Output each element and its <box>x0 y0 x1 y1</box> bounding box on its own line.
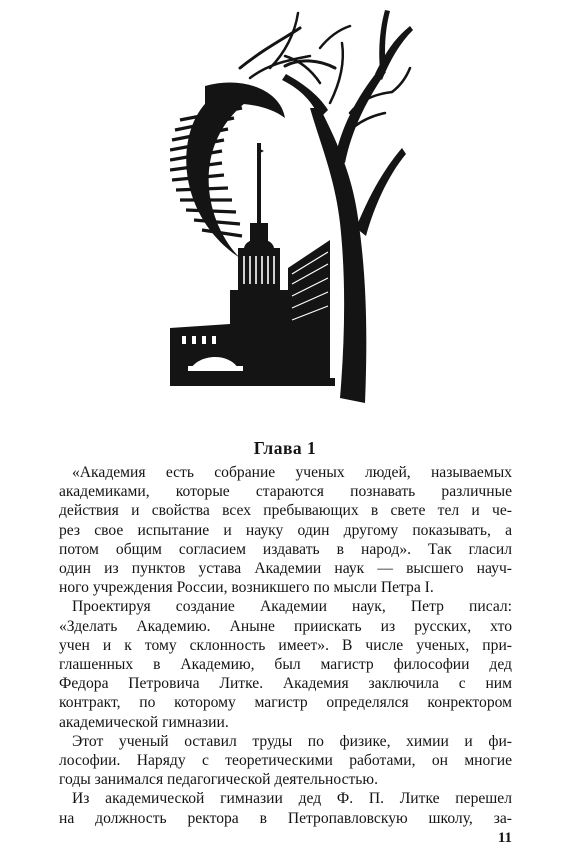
text-line: академиками, которые стараются познавать различные <box>59 483 512 501</box>
text-line: контракт, по которому магистр определялся конректором <box>59 694 512 712</box>
text-line: Из академической гимназии дед Ф. П. Литке перешел <box>72 790 512 808</box>
text-line: «Академия есть собрание ученых людей, называемых <box>72 464 512 481</box>
text-line: «Зделать Академию. Аныне приискать из русских, хто <box>59 617 512 635</box>
page-number: 11 <box>497 830 512 846</box>
text-line: глашенных в Академию, был магистр философии дед <box>59 656 512 674</box>
text-line: Этот ученый оставил труды по физике, химии и фи- <box>72 732 512 750</box>
text-line: действия и свойства всех пребывающих в свете тел и че- <box>59 502 512 520</box>
text-line: лософии. Наряду с теоретическими работами, он многие <box>59 752 512 770</box>
text-line: академической гимназии. <box>59 713 229 731</box>
text-line: потом общим согласием издавать в народ». Так гласил <box>59 540 512 558</box>
text-line: на должность ректора в Петропавловскую школу, за- <box>59 809 512 827</box>
admiralty-tower-icon <box>238 143 280 290</box>
text-line: ного учреждения России, возникшего по мысли Петра I. <box>59 579 434 597</box>
tree-branches-left <box>240 13 350 78</box>
text-line: один из пунктов устава Академии наук — высшего науч- <box>59 560 512 578</box>
chapter-illustration <box>170 8 415 413</box>
text-line: учен и к тому склонность имеет». В числе ученых, при- <box>59 636 512 654</box>
text-line: годы занимался педагогической деятельностью. <box>59 771 378 789</box>
text-line: Проектируя создание Академии наук, Петр писал: <box>72 598 512 616</box>
chapter-title: Глава 1 <box>253 438 317 458</box>
text-line: рез свое испытание и науку один другому показывать, а <box>59 521 512 539</box>
body-text <box>59 463 512 828</box>
text-line: Федора Петровича Литке. Академия заключила с ним <box>59 675 512 693</box>
